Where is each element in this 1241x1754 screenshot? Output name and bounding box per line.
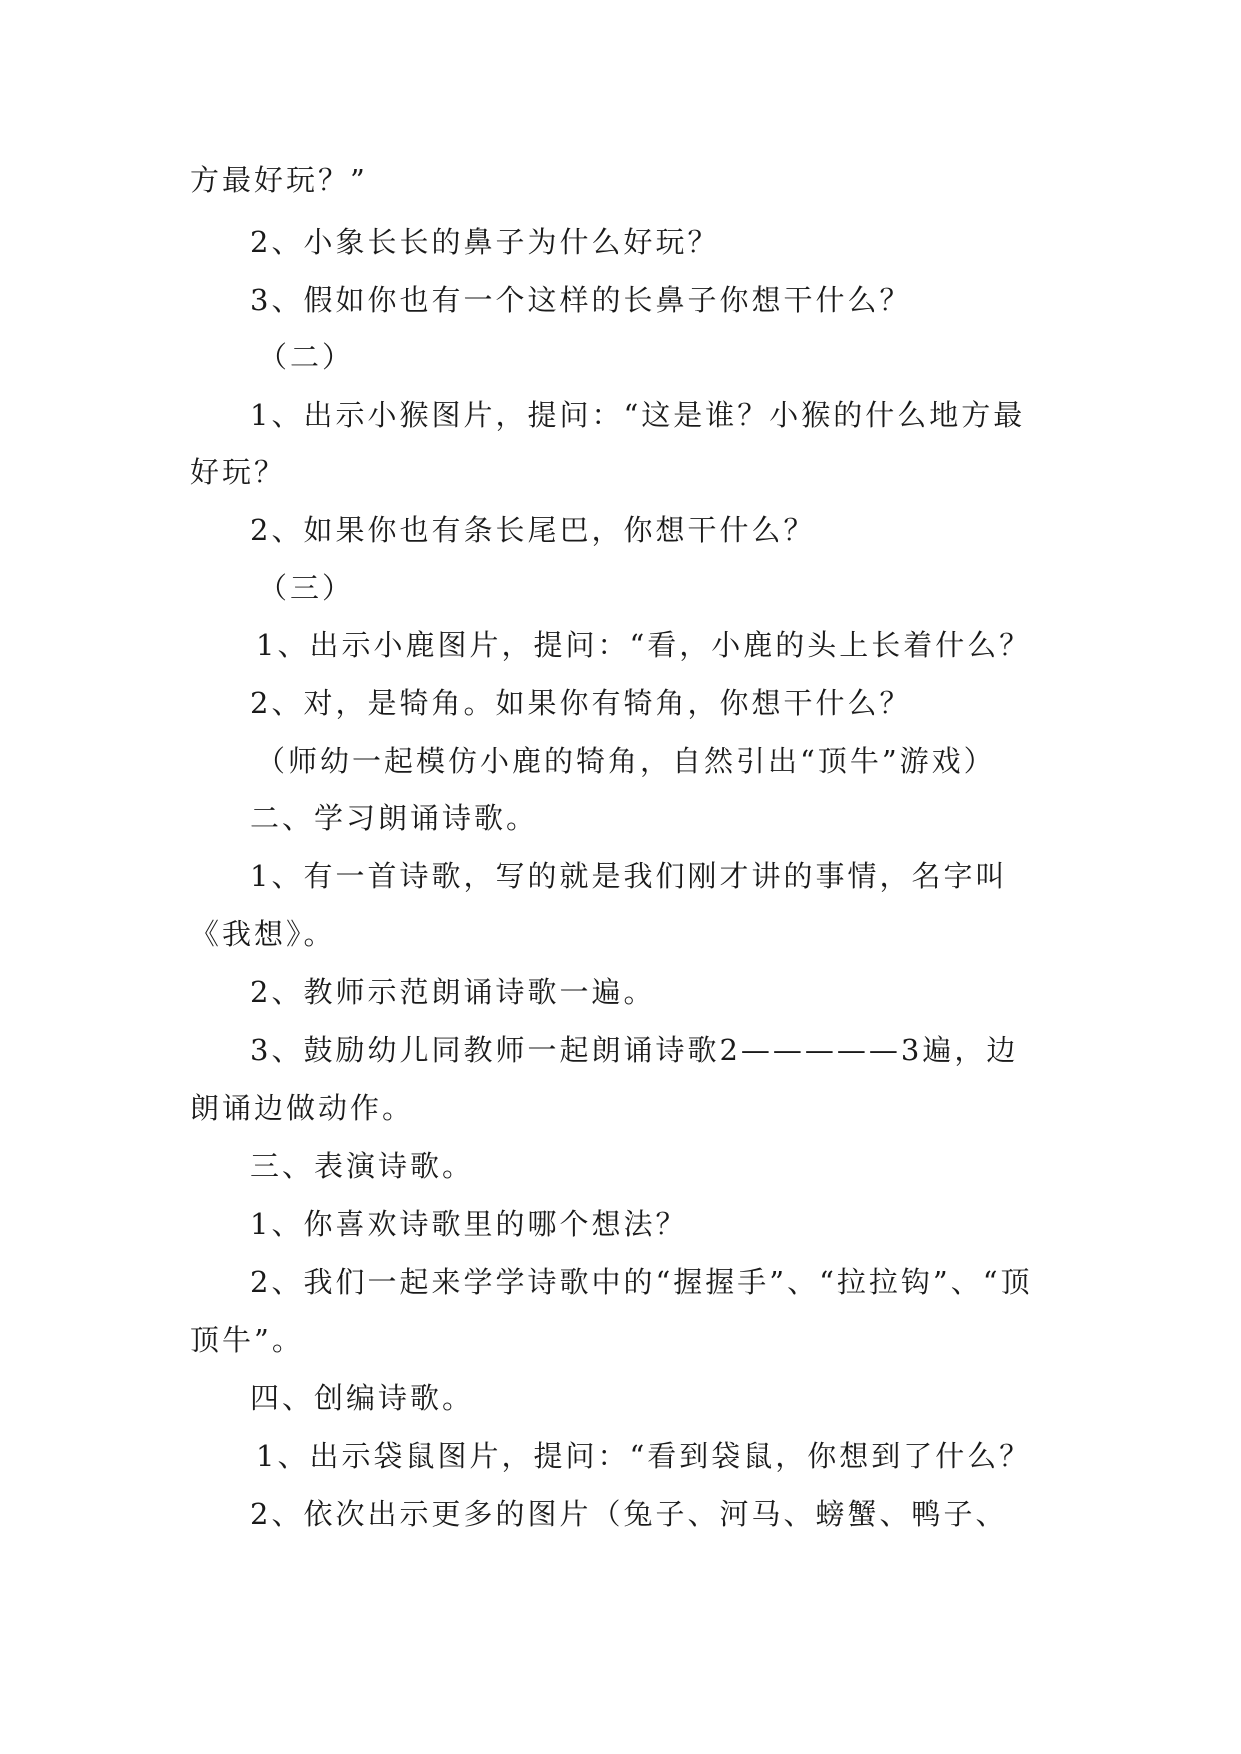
text-line: 好玩？ <box>190 455 287 489</box>
section-heading: 二、学习朗诵诗歌。 <box>250 801 539 835</box>
text-line: 方最好玩？” <box>190 163 368 197</box>
text-line: 1、你喜欢诗歌里的哪个想法？ <box>250 1207 688 1241</box>
text-line: 2、教师示范朗诵诗歌一遍。 <box>250 975 656 1009</box>
text-line: 1、出示袋鼠图片，提问：“看到袋鼠，你想到了什么？ <box>256 1439 1032 1473</box>
text-line: 2、对，是犄角。如果你有犄角，你想干什么？ <box>250 686 912 720</box>
text-line: 2、如果你也有条长尾巴，你想干什么？ <box>250 513 816 547</box>
section-label: （三） <box>258 571 355 605</box>
text-line: （师幼一起模仿小鹿的犄角，自然引出“顶牛”游戏） <box>256 744 996 778</box>
text-line: 朗诵边做动作。 <box>190 1091 415 1125</box>
text-line: 3、假如你也有一个这样的长鼻子你想干什么？ <box>250 283 912 317</box>
text-line: 3、鼓励幼儿同教师一起朗诵诗歌2—————3遍，边 <box>250 1033 1019 1067</box>
text-line: 2、我们一起来学学诗歌中的“握握手”、“拉拉钩”、“顶 <box>250 1265 1033 1299</box>
text-line: 1、出示小猴图片，提问：“这是谁？小猴的什么地方最 <box>250 398 1026 432</box>
section-heading: 三、表演诗歌。 <box>250 1149 475 1183</box>
text-line: 顶牛”。 <box>190 1323 304 1357</box>
section-label: （二） <box>258 340 355 374</box>
text-line: 2、小象长长的鼻子为什么好玩？ <box>250 225 720 259</box>
section-heading: 四、创编诗歌。 <box>250 1381 475 1415</box>
text-line: 1、有一首诗歌，写的就是我们刚才讲的事情，名字叫 <box>250 859 1008 893</box>
text-line: 《我想》。 <box>190 917 336 951</box>
text-line: 1、出示小鹿图片，提问：“看，小鹿的头上长着什么？ <box>256 628 1032 662</box>
text-line: 2、依次出示更多的图片（兔子、河马、螃蟹、鸭子、 <box>250 1497 1008 1531</box>
